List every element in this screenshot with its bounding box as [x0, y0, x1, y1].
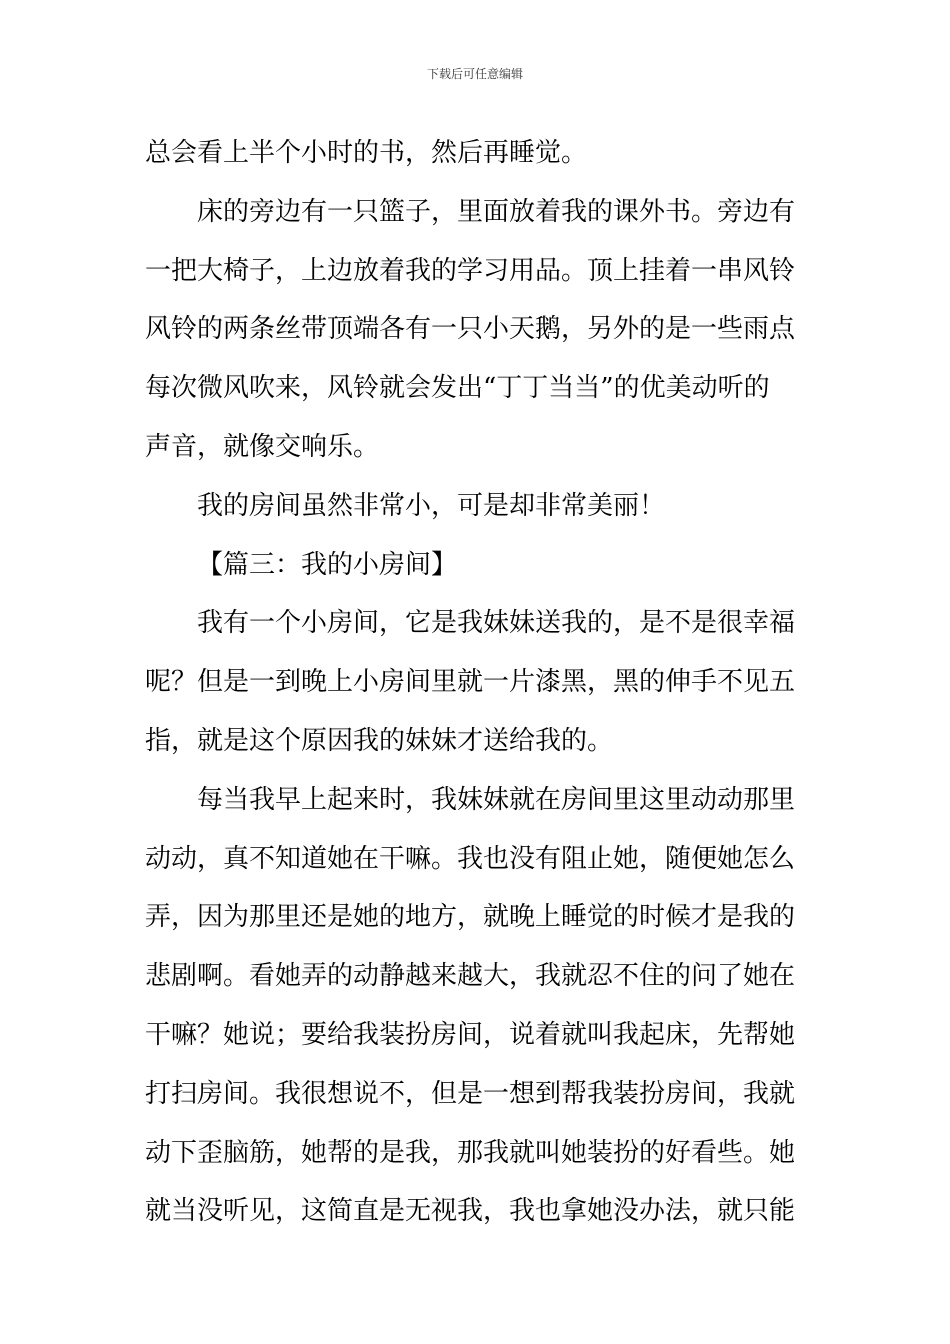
section-heading: 【篇三：我的小房间】 — [197, 549, 458, 580]
text-line: 每次微风吹来，风铃就会发出“丁丁当当”的优美动听的 — [145, 373, 770, 404]
text-line: 风铃的两条丝带顶端各有一只小天鹅，另外的是一些雨点 — [145, 314, 796, 345]
document-body — [145, 124, 807, 1241]
text-line: 声音，就像交响乐。 — [145, 431, 380, 462]
text-line: 床的旁边有一只篮子，里面放着我的课外书。旁边有 — [197, 196, 796, 227]
text-line: 呢？但是一到晚上小房间里就一片漆黑，黑的伸手不见五 — [145, 667, 796, 698]
page-header: 下载后可任意编辑 — [426, 67, 523, 81]
text-line: 悲剧啊。看她弄的动静越来越大，我就忍不住的问了她在 — [145, 961, 796, 992]
text-line: 每当我早上起来时，我妹妹就在房间里这里动动那里 — [197, 784, 796, 815]
text-line: 指，就是这个原因我的妹妹才送给我的。 — [145, 725, 614, 756]
text-line: 总会看上半个小时的书，然后再睡觉。 — [145, 138, 588, 168]
text-line: 一把大椅子，上边放着我的学习用品。顶上挂着一串风铃 — [145, 255, 796, 286]
text-line: 干嘛？她说；要给我装扮房间，说着就叫我起床，先帮她 — [145, 1019, 796, 1050]
text-line: 动下歪脑筋，她帮的是我，那我就叫她装扮的好看些。她 — [145, 1137, 796, 1168]
text-line: 打扫房间。我很想说不，但是一想到帮我装扮房间，我就 — [145, 1078, 796, 1109]
text-line: 弄，因为那里还是她的地方，就晚上睡觉的时候才是我的 — [145, 902, 796, 933]
text-line: 动动，真不知道她在干嘛。我也没有阻止她，随便她怎么 — [145, 843, 796, 874]
text-line: 我的房间虽然非常小，可是却非常美丽！ — [197, 490, 666, 521]
text-line: 我有一个小房间，它是我妹妹送我的，是不是很幸福 — [197, 608, 796, 639]
text-line: 就当没听见，这简直是无视我，我也拿她没办法，就只能 — [145, 1196, 796, 1227]
